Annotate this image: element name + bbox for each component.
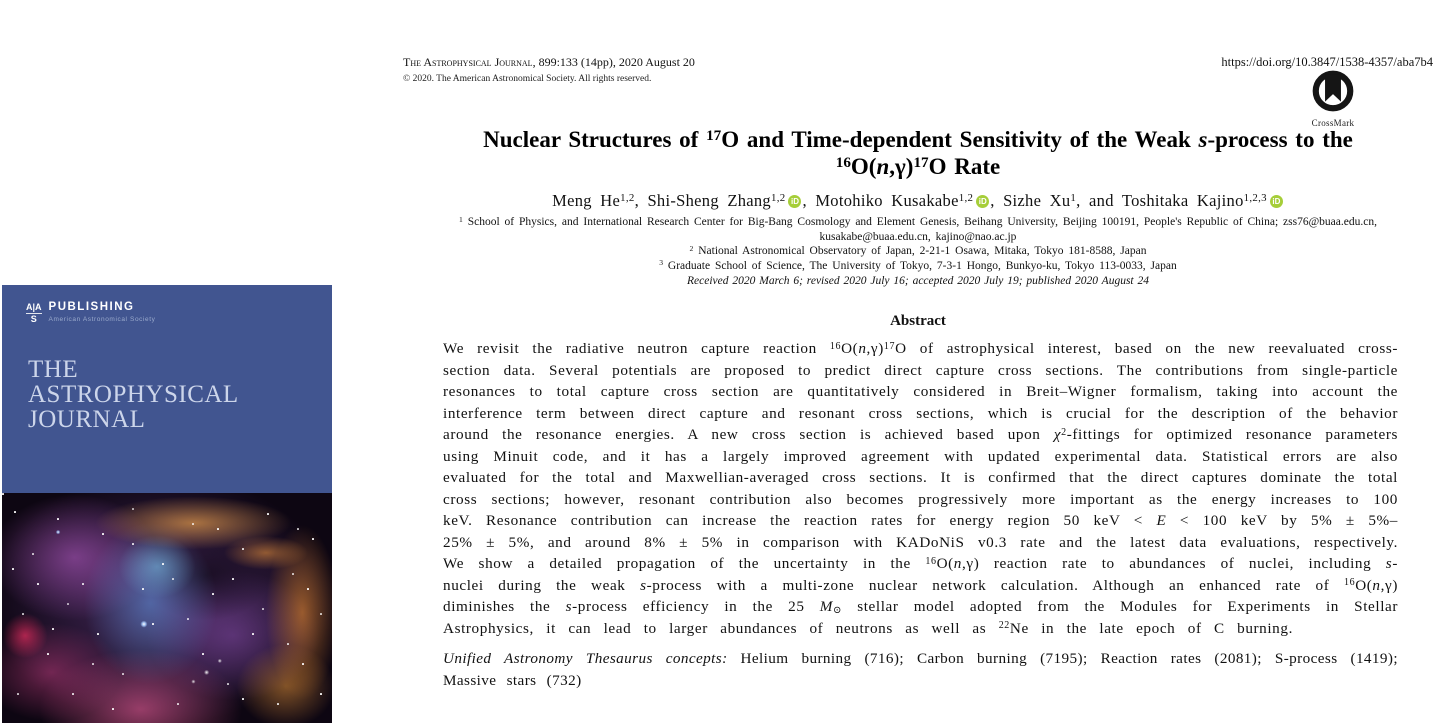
copyright-line: © 2020. The American Astronomical Society. All rights reserved. [403,74,652,84]
abstract-heading: Abstract [890,313,946,330]
aas-logo-text [49,302,156,323]
aas-logo-icon [26,303,42,324]
article-title: Nuclear Structures of $^{17}$O and Time-dependent Sensitivity of the Weak s-process to the $^{16}O(n,\gamma)^{17}O$ Rate [483,127,1353,180]
orcid-icon[interactable]: iD [976,195,989,208]
orcid-icon[interactable]: iD [788,195,801,208]
aas-mark-bottom: S [30,314,37,324]
affiliation-3: $^3$ Graduate School of Science, The University of Tokyo, 7-3-1 Hongo, Bunkyo-ku, Tokyo 113-0033, Japan [659,258,1177,272]
cover-title-line-3: JOURNAL [28,406,146,433]
journal-name: The Astrophysical Journal [403,55,533,69]
aas-publishing-logo [26,302,156,324]
doi-link[interactable]: https://doi.org/10.3847/1538-4357/aba7b4 [1221,55,1433,69]
affiliations [403,215,1433,273]
page-header [403,0,1433,84]
affiliation-2: $^2$ National Astronomical Observatory of Japan, 2-21-1 Osawa, Mitaka, Tokyo 181-8588, Japan [689,243,1147,258]
issue-info: , 899:133 (14pp), 2020 August 20 [532,55,695,69]
cover-title-line-1: THE [28,356,79,383]
author-list: Meng He$^{1,2}$, Shi-Sheng Zhang$^{1,2}$ iD , Motohiko Kusakabe$^{1,2}$ iD , Sizhe Xu$^1$, and Toshitaka Kajino$^{1,2,3}$ iD [403,191,1433,211]
crossmark-badge[interactable] [1303,68,1363,128]
affiliation-1: $^1$ School of Physics, and International Research Center for Big-Bang Cosmology and Element Genesis, Beihang University, Beijing 100191, People's Republic of China; zss76@buaa.edu.cn, kusakabe@buaa.edu.cn, kajino@nao.ac.jp [459,214,1377,243]
cover-nebula-image [2,493,332,723]
publisher-name: PUBLISHING [48,301,135,313]
journal-cover [2,285,332,723]
article-page [403,0,1433,691]
revision-history: Received 2020 March 6; revised 2020 July 16; accepted 2020 July 19; published 2020 August 24 [687,275,1149,288]
publisher-subtitle: American Astronomical Society [48,315,156,323]
cover-blue-panel [2,285,332,493]
header-left [403,55,695,84]
star-field [2,493,4,495]
crossmark-label: CrossMark [1311,118,1355,128]
cover-title-line-2: ASTROPHYSICAL [28,381,239,408]
cover-journal-title [28,357,239,432]
abstract-text: We revisit the radiative neutron capture reaction $^{16}O(n,\gamma)^{17}O$ of astrophysical interest, based on the new reevaluated cross-section data. Several potentials are proposed to predict direct capture cross sections. The contributions from single-particle resonances to total capture cross section are quantitatively considered in Breit–Wigner formalism, taking into account the interference term between direct capture and resonant cross sections, which is crucial for the description of the behavior around the resonance energies. A new cross section is achieved based upon $\chi^2$-fittings for optimized resonance parameters using Minuit code, and it has a largely improved agreement with updated experimental data. Statistical errors are also evaluated for the total and Maxwellian-averaged cross sections. It is confirmed that the direct captures dominate the total cross sections; however, resonant contribution also becomes progressively more important as the energy increases to 100 keV. Resonance contribution can increase the reaction rates for energy region 50 keV < E < 100 keV by 5% ± 5%–25% ± 5%, and around 8% ± 5% in comparison with KADoNiS v0.3 rate and the latest data evaluations, respectively. We show a detailed propagation of the uncertainty in the $^{16}$O(n,γ) reaction rate to abundances of nuclei, including s-nuclei during the weak s-process with a multi-zone nuclear network calculation. Although an enhanced rate of $^{16}$O(n,γ) diminishes the s-process efficiency in the 25 M⊙ stellar model adopted from the Modules for Experiments in Stellar Astrophysics, it can lead to larger abundances of neutrons as well as $^{22}$Ne in the late epoch of C burning. [443,340,1399,637]
journal-citation [403,55,695,70]
thesaurus-concepts: Unified Astronomy Thesaurus concepts: Helium burning (716); Carbon burning (7195); Reaction rates (2081); S-process (1419); Massive stars (732) [443,650,1398,689]
aas-mark-top: A|A [26,302,42,312]
crossmark-icon[interactable] [1310,68,1356,114]
orcid-icon[interactable]: iD [1270,195,1283,208]
